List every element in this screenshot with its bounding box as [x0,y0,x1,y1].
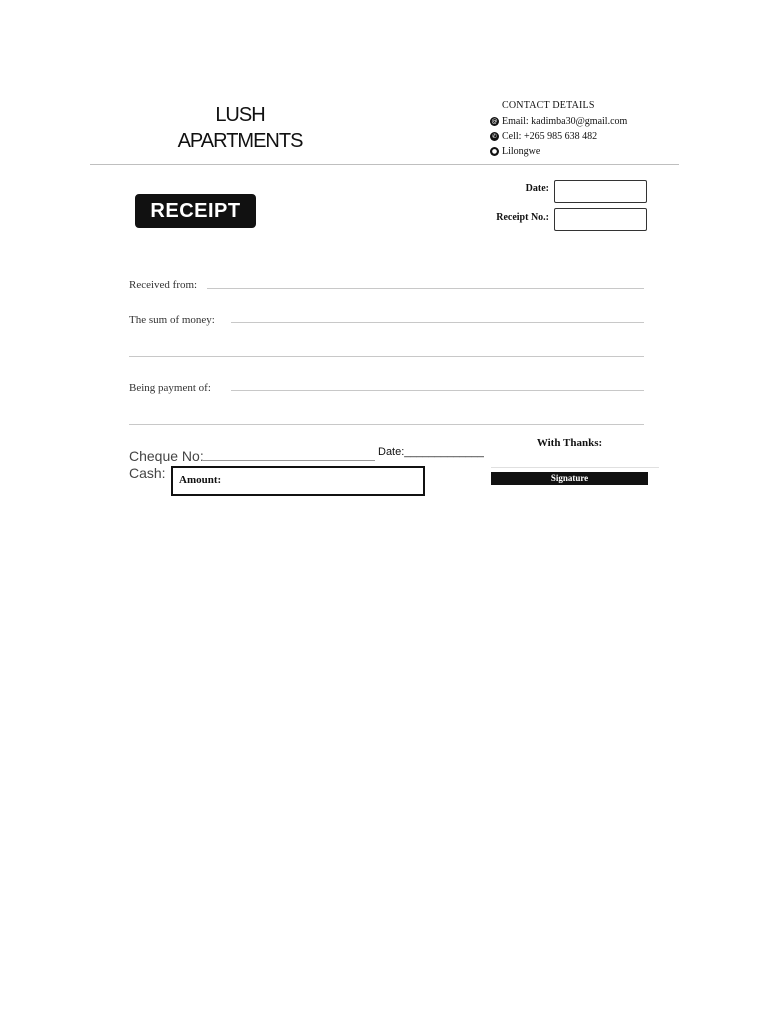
contact-location-text: Lilongwe [502,146,541,157]
cheque-no-label: Cheque No: [129,448,204,464]
contact-email [490,116,627,127]
header-divider [90,164,679,165]
phone-icon: ✆ [491,133,498,140]
company-name-line1: LUSH [215,104,265,126]
cheque-date-field: Date:_____________ [378,446,484,458]
company-name [150,102,330,154]
received-from-line[interactable] [207,288,644,289]
amount-label: Amount: [179,474,222,486]
signature-line[interactable] [491,467,659,468]
sum-of-money-label: The sum of money: [129,314,215,326]
being-payment-of-line[interactable] [231,390,644,391]
contact-cell-text: Cell: +265 985 638 482 [502,131,598,142]
signature-label: Signature [491,472,648,485]
received-from-label: Received from: [129,279,198,291]
sum-of-money-line[interactable] [231,322,644,323]
receipt-no-label: Receipt No.: [496,212,549,223]
company-name-line2: APARTMENTS [177,130,303,152]
sum-of-money-line-2[interactable] [129,356,644,357]
contact-email-text: Email: kadimba30@gmail.com [502,116,628,127]
cheque-no-line[interactable] [203,460,375,461]
cash-label: Cash: [129,465,166,481]
with-thanks-label: With Thanks: [536,437,603,449]
email-icon: @ [491,118,498,125]
date-label: Date: [525,183,549,194]
receipt-badge: RECEIPT [135,194,256,228]
receipt-no-input[interactable] [554,208,647,231]
being-payment-of-line-2[interactable] [129,424,644,425]
being-payment-of-label: Being payment of: [129,382,211,394]
date-input[interactable] [554,180,647,203]
contact-location [490,146,540,157]
location-icon: ● [491,148,498,155]
contact-cell [490,131,597,142]
contact-details-title: CONTACT DETAILS [502,100,595,111]
